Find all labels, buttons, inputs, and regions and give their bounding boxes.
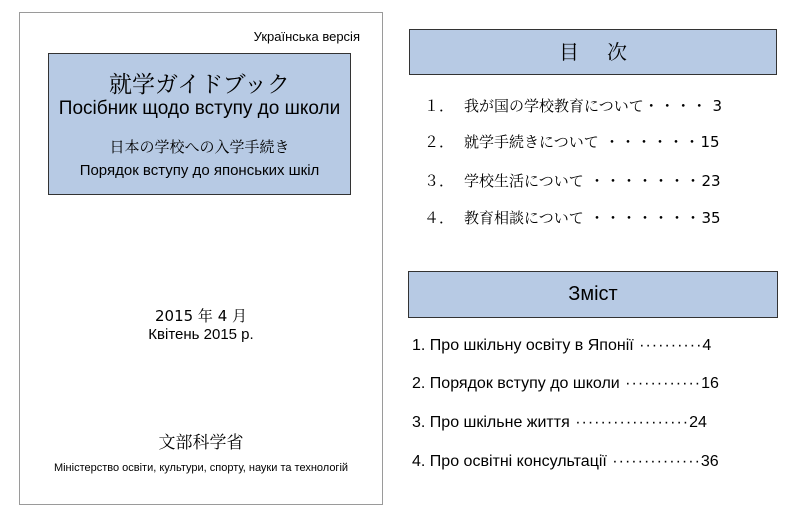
cover-page — [19, 12, 383, 505]
toc-ua-header: Зміст — [408, 271, 778, 318]
version-label: Українська версія — [253, 29, 360, 44]
toc-ua-page: 24 — [689, 414, 707, 431]
toc-ua-page: 36 — [700, 453, 719, 470]
toc-ua-num: 1. — [412, 337, 426, 354]
toc-jp-page: 23 — [701, 172, 721, 190]
toc-ua-dots: ············ — [619, 375, 702, 392]
toc-jp-item[interactable] — [424, 95, 722, 116]
toc-ua-dots: ·············· — [606, 453, 701, 470]
toc-ua-title: Про освітні консультації — [429, 453, 607, 470]
date-ua: Квітень 2015 р. — [148, 326, 254, 343]
toc-ua-item[interactable] — [412, 375, 719, 393]
toc-jp-title: 我が国の学校教育について — [464, 97, 644, 115]
toc-ua-item[interactable] — [412, 414, 707, 432]
toc-ua-num: 4. — [412, 453, 426, 470]
title-jp: 就学ガイドブック — [108, 72, 290, 98]
toc-jp-num: ４． — [424, 209, 455, 227]
ministry-ua: Міністерство освіти, культури, спорту, науки та технологій — [53, 462, 349, 474]
toc-ua-title: Про шкільну освіту в Японії — [429, 337, 634, 354]
toc-ua-page: 16 — [701, 375, 719, 392]
subtitle-jp: 日本の学校への入学手続き — [109, 138, 290, 156]
toc-jp-item[interactable] — [424, 131, 720, 152]
toc-jp-dots: ・・・・ — [643, 97, 708, 115]
toc-jp-title: 教育相談について — [464, 209, 584, 227]
toc-ua-item[interactable] — [412, 453, 719, 471]
toc-jp-dots: ・・・・・・・ — [583, 172, 702, 190]
toc-ua-num: 2. — [412, 375, 426, 392]
toc-ua-title: Про шкільне життя — [429, 414, 570, 431]
toc-ua-item[interactable] — [412, 337, 711, 355]
toc-jp-num: ３． — [424, 172, 455, 190]
toc-ua-dots: ·················· — [569, 414, 690, 431]
toc-jp-page: 15 — [700, 133, 720, 151]
toc-jp-page: 35 — [701, 209, 721, 227]
title-ua: Посібник щодо вступу до школи — [58, 98, 341, 119]
toc-jp-header: 目次 — [409, 29, 777, 75]
date-jp: 2015 年 4 月 — [154, 307, 248, 325]
toc-jp-item[interactable] — [424, 207, 721, 228]
toc-ua-page: 4 — [702, 337, 712, 354]
subtitle-ua: Порядок вступу до японських шкіл — [79, 162, 320, 179]
toc-ua-title: Порядок вступу до школи — [429, 375, 620, 392]
toc-ua-dots: ·········· — [633, 337, 703, 354]
toc-jp-dots: ・・・・・・・ — [583, 209, 702, 227]
toc-jp-num: １． — [424, 97, 455, 115]
toc-ua-num: 3. — [412, 414, 426, 431]
toc-jp-dots: ・・・・・・ — [598, 133, 701, 151]
title-box — [48, 53, 351, 195]
toc-jp-item[interactable] — [424, 170, 721, 191]
toc-jp-page: 3 — [712, 97, 723, 115]
toc-jp-title: 就学手続きについて — [464, 133, 599, 151]
toc-jp-num: ２． — [424, 133, 455, 151]
ministry-jp: 文部科学省 — [158, 433, 244, 453]
toc-jp-title: 学校生活について — [464, 172, 584, 190]
